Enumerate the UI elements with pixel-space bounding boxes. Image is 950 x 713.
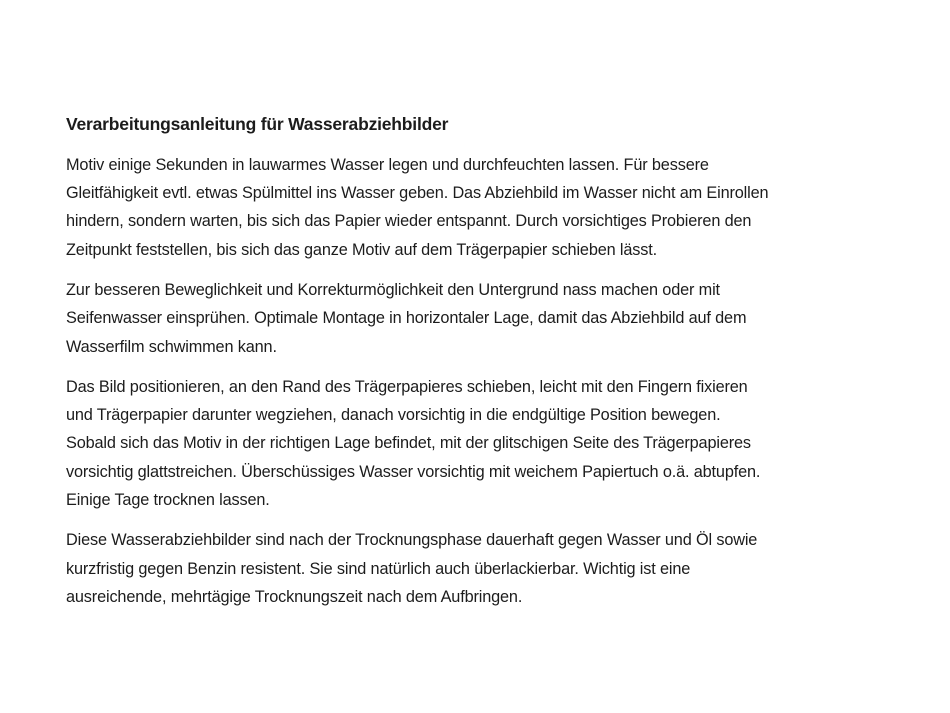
text-line: Zur besseren Beweglichkeit und Korrekturmöglichkeit den Untergrund nass machen oder mit [66,280,720,299]
text-line: Einige Tage trocknen lassen. [66,491,270,510]
text-line: Zeitpunkt feststellen, bis sich das ganze Motiv auf dem Trägerpapier schieben lässt. [66,240,658,259]
text-line: kurzfristig gegen Benzin resistent. Sie sind natürlich auch überlackierbar. Wichtig ist eine [66,559,691,578]
text-line: ausreichende, mehrtägige Trocknungszeit nach dem Aufbringen. [66,587,523,606]
text-line: Seifenwasser einsprühen. Optimale Montage in horizontaler Lage, damit das Abziehbild auf dem [66,309,747,328]
paragraph-surface-prep [66,276,886,361]
text-line: Gleitfähigkeit evtl. etwas Spülmittel ins Wasser geben. Das Abziehbild im Wasser nicht am Einrollen [66,184,769,203]
text-line: vorsichtig glattstreichen. Überschüssiges Wasser vorsichtig mit weichem Papiertuch o.ä. abtupfen. [66,462,761,481]
document-title: Verarbeitungsanleitung für Wasserabziehbilder [66,114,449,134]
paragraph-soaking [66,151,886,264]
text-line: Das Bild positionieren, an den Rand des Trägerpapieres schieben, leicht mit den Fingern fixieren [66,377,748,396]
text-line: Motiv einige Sekunden in lauwarmes Wasser legen und durchfeuchten lassen. Für bessere [66,155,709,174]
text-line: Diese Wasserabziehbilder sind nach der Trocknungsphase dauerhaft gegen Wasser und Öl sowie [66,531,758,550]
text-line: Sobald sich das Motiv in der richtigen Lage befindet, mit der glitschigen Seite des Trägerpapieres [66,434,751,453]
text-line: Wasserfilm schwimmen kann. [66,337,277,356]
text-line: und Trägerpapier darunter wegziehen, danach vorsichtig in die endgültige Position bewegen. [66,406,721,425]
paragraph-durability [66,526,886,611]
paragraph-positioning [66,373,886,514]
text-line: hindern, sondern warten, bis sich das Papier wieder entspannt. Durch vorsichtiges Probieren den [66,212,752,231]
document-content [66,110,886,623]
